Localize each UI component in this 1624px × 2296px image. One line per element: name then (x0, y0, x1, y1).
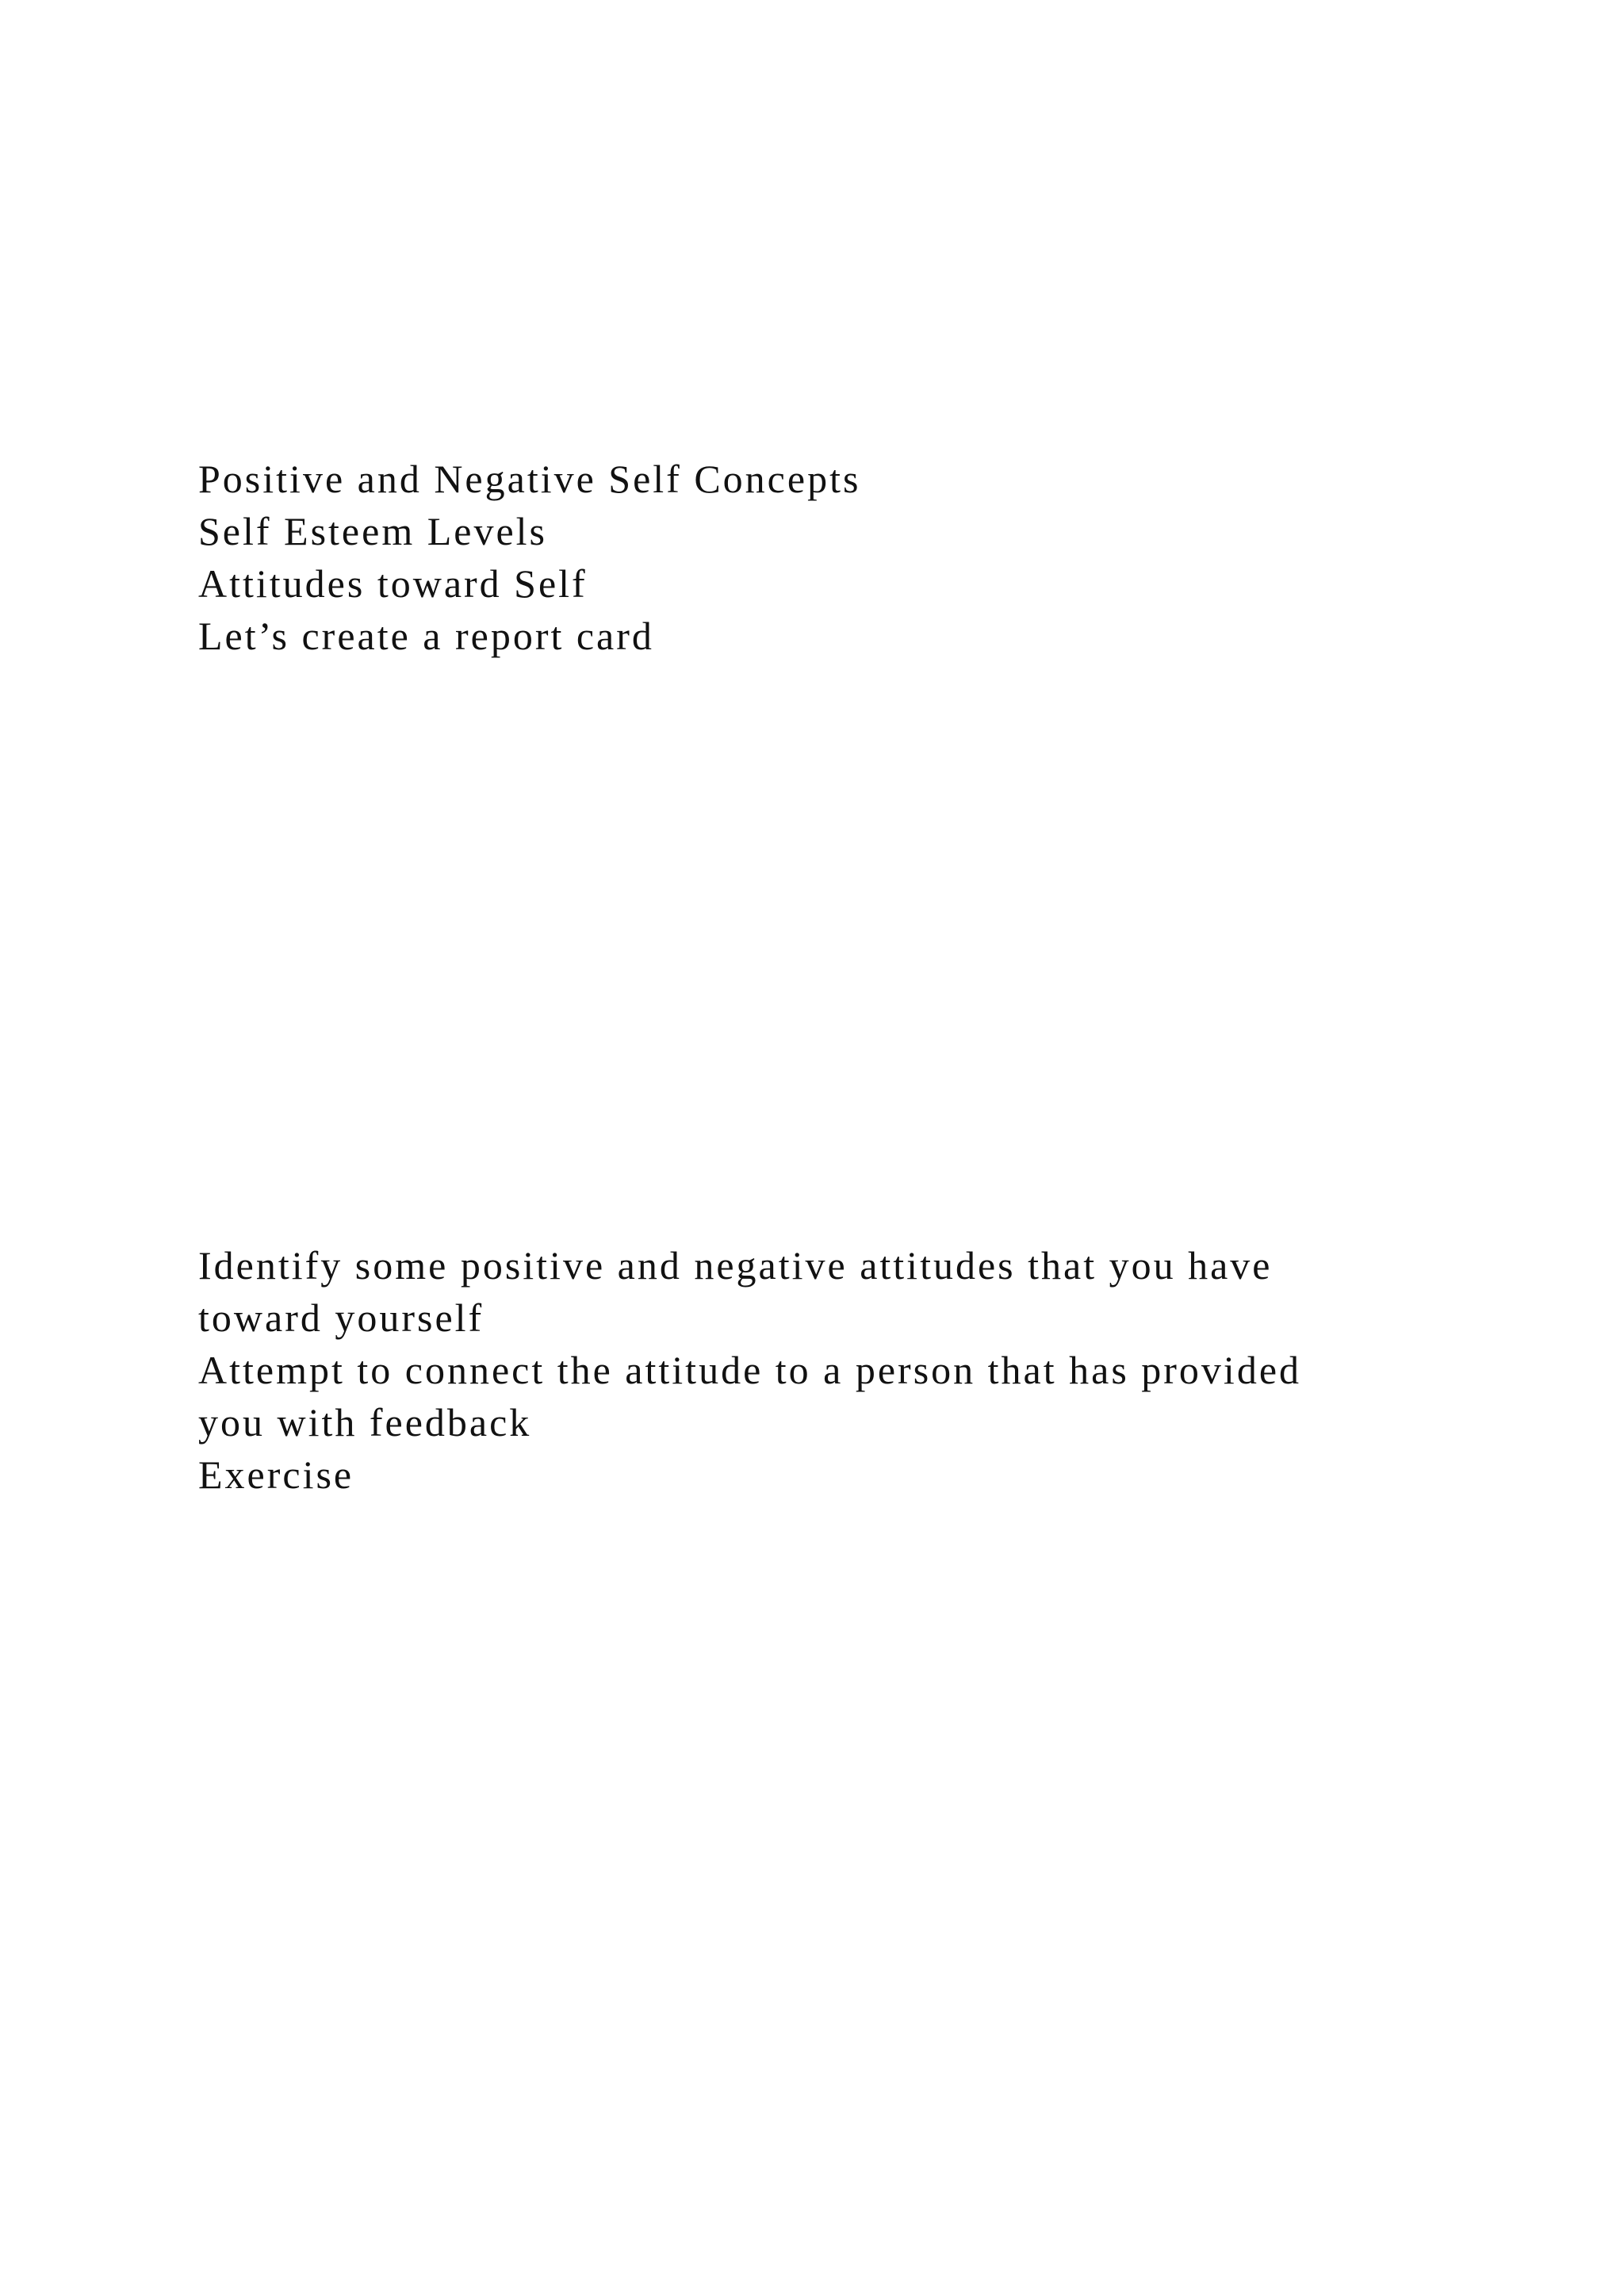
instruction-line-3: Attempt to connect the attitude to a person that has provided (198, 1348, 1302, 1392)
instruction-line-1: Identify some positive and negative attitudes that you have (198, 1243, 1273, 1288)
instruction-line-2: toward yourself (198, 1295, 485, 1340)
topic-attitudes-toward-self: Attitudes toward Self (198, 561, 588, 606)
exercise-instructions (198, 1239, 1435, 1501)
topic-self-esteem-levels: Self Esteem Levels (198, 509, 547, 553)
topic-list (198, 453, 1435, 662)
topic-report-card: Let’s create a report card (198, 614, 654, 658)
exercise-label: Exercise (198, 1452, 354, 1497)
instruction-line-4: you with feedback (198, 1400, 532, 1445)
topic-positive-negative-self-concepts: Positive and Negative Self Concepts (198, 457, 861, 501)
